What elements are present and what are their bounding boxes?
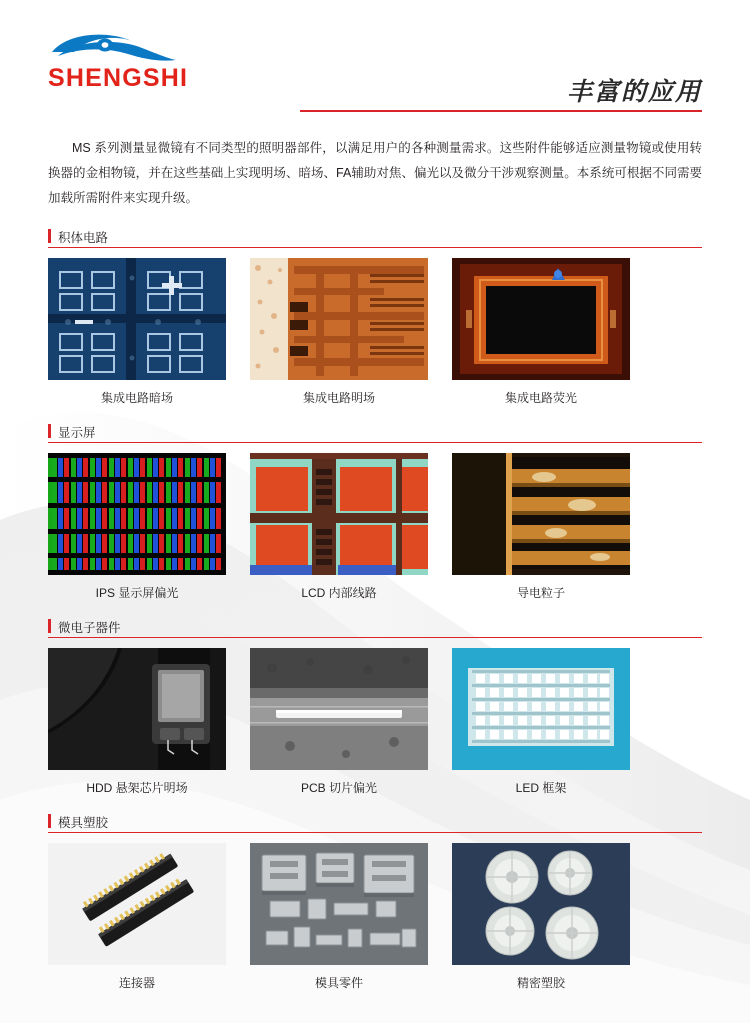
thumbnail-conductive-particles[interactable] bbox=[452, 453, 630, 575]
card-mold-parts[interactable] bbox=[250, 843, 428, 991]
header-divider bbox=[300, 110, 702, 112]
card-caption: 集成电路荧光 bbox=[504, 391, 577, 405]
thumbnail-hdd-suspension[interactable] bbox=[48, 648, 226, 770]
section-ic bbox=[48, 227, 702, 406]
card-ic-brightfield[interactable] bbox=[250, 258, 428, 406]
card-caption: 导电粒子 bbox=[516, 586, 565, 600]
thumbnail-precision-plastic[interactable] bbox=[452, 843, 630, 965]
card-led-frame[interactable] bbox=[452, 648, 630, 796]
card-conductive-particles[interactable] bbox=[452, 453, 630, 601]
card-precision-plastic[interactable] bbox=[452, 843, 630, 991]
card-caption: LED 框架 bbox=[515, 781, 567, 795]
card-caption: 集成电路明场 bbox=[302, 391, 375, 405]
section-accent-bar bbox=[48, 229, 51, 243]
card-row bbox=[48, 258, 702, 406]
card-ic-fluorescence[interactable] bbox=[452, 258, 630, 406]
section-header bbox=[48, 617, 702, 638]
card-lcd-circuit[interactable] bbox=[250, 453, 428, 601]
card-ic-darkfield[interactable] bbox=[48, 258, 226, 406]
section-display bbox=[48, 422, 702, 601]
section-header bbox=[48, 812, 702, 833]
page-header bbox=[0, 0, 750, 118]
card-row bbox=[48, 843, 702, 991]
card-hdd-suspension[interactable] bbox=[48, 648, 226, 796]
section-mold-plastic bbox=[48, 812, 702, 991]
section-microelectronics bbox=[48, 617, 702, 796]
card-caption: HDD 悬架芯片明场 bbox=[86, 781, 188, 795]
thumbnail-led-frame[interactable] bbox=[452, 648, 630, 770]
card-caption: 集成电路暗场 bbox=[100, 391, 173, 405]
thumbnail-connector[interactable] bbox=[48, 843, 226, 965]
section-header bbox=[48, 422, 702, 443]
section-header bbox=[48, 227, 702, 248]
section-accent-bar bbox=[48, 814, 51, 828]
section-title: 模具塑胶 bbox=[58, 816, 109, 830]
card-ips-polarized[interactable] bbox=[48, 453, 226, 601]
card-pcb-section[interactable] bbox=[250, 648, 428, 796]
thumbnail-ic-fluorescence[interactable] bbox=[452, 258, 630, 380]
thumbnail-ic-darkfield[interactable] bbox=[48, 258, 226, 380]
section-title: 积体电路 bbox=[58, 231, 109, 245]
section-accent-bar bbox=[48, 619, 51, 633]
card-caption: 连接器 bbox=[118, 976, 155, 990]
card-caption: IPS 显示屏偏光 bbox=[95, 586, 179, 600]
card-connector[interactable] bbox=[48, 843, 226, 991]
card-caption: PCB 切片偏光 bbox=[300, 781, 377, 795]
card-caption: 精密塑胶 bbox=[516, 976, 565, 990]
page-title: 丰富的应用 bbox=[566, 78, 702, 106]
card-caption: LCD 内部线路 bbox=[301, 586, 377, 600]
intro-paragraph: MS 系列测量显微镜有不同类型的照明器部件，以满足用户的各种测量需求。这些附件能够适应测量物镜或使用转换器的金相物镜，并在这些基础上实现明场、暗场、FA辅助对焦、偏光以及微分干涉观察测量。本系统可根据不同需要加载所需附件来实现升级。 bbox=[48, 141, 702, 205]
card-row bbox=[48, 648, 702, 796]
card-caption: 模具零件 bbox=[314, 976, 363, 990]
section-accent-bar bbox=[48, 424, 51, 438]
thumbnail-ic-brightfield[interactable] bbox=[250, 258, 428, 380]
section-title: 显示屏 bbox=[58, 426, 96, 440]
wave-eye-logo-icon bbox=[48, 26, 180, 66]
brand-name: SHENGSHI bbox=[48, 64, 189, 92]
card-row bbox=[48, 453, 702, 601]
brand-logo bbox=[48, 26, 228, 93]
section-title: 微电子器件 bbox=[58, 621, 121, 635]
thumbnail-pcb-section[interactable] bbox=[250, 648, 428, 770]
thumbnail-lcd-circuit[interactable] bbox=[250, 453, 428, 575]
thumbnail-ips-polarized[interactable] bbox=[48, 453, 226, 575]
thumbnail-mold-parts[interactable] bbox=[250, 843, 428, 965]
